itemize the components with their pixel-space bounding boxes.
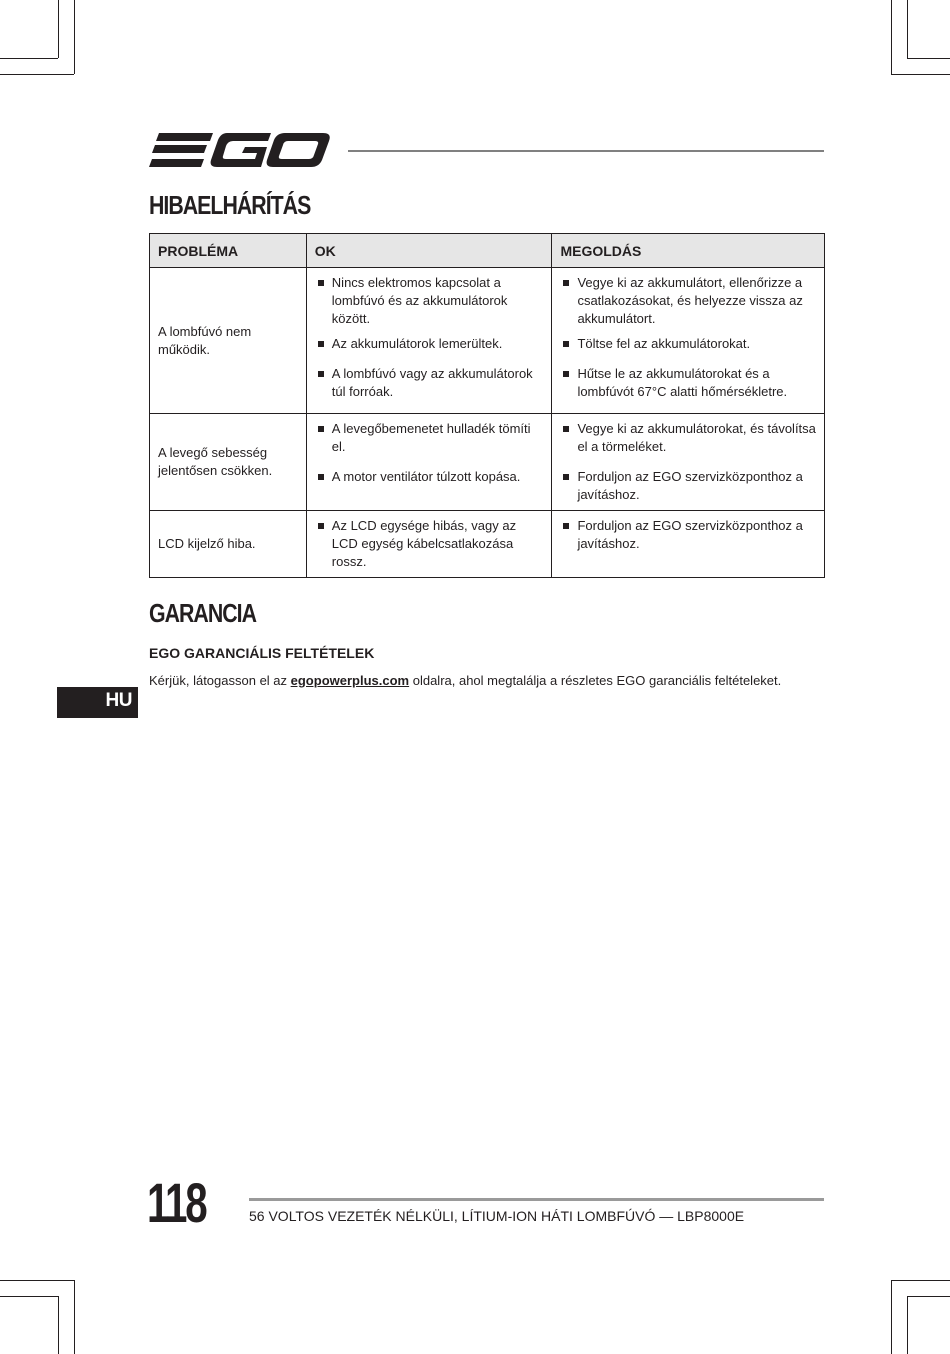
- crop-mark: [58, 0, 59, 58]
- header-solution: MEGOLDÁS: [552, 234, 825, 268]
- list-item: Az LCD egysége hibás, vagy az LCD egység kábelcsatlakozása rossz.: [315, 517, 544, 571]
- crop-mark: [891, 1280, 950, 1281]
- list-item: Az akkumulátorok lemerültek.: [315, 335, 544, 365]
- warranty-link[interactable]: egopowerplus.com: [290, 673, 410, 688]
- table-row: [150, 268, 825, 414]
- list-item: A lombfúvó vagy az akkumulátorok túl forróak.: [315, 365, 544, 401]
- list-item: Hűtse le az akkumulátorokat és a lombfúvót 67°C alatti hőmérsékletre.: [560, 365, 816, 401]
- crop-mark: [0, 1296, 58, 1297]
- crop-mark: [907, 1296, 908, 1354]
- cause-cell: [306, 414, 552, 511]
- crop-mark: [907, 0, 908, 58]
- troubleshooting-table: [149, 233, 825, 578]
- crop-mark: [907, 58, 950, 59]
- crop-mark: [0, 74, 74, 75]
- problem-cell: A levegő sebesség jelentősen csökken.: [150, 414, 307, 511]
- footer-product-title: 56 VOLTOS VEZETÉK NÉLKÜLI, LÍTIUM-ION HÁTI LOMBFÚVÓ — LBP8000E: [249, 1208, 745, 1224]
- crop-mark: [58, 1296, 59, 1354]
- crop-mark: [0, 1280, 74, 1281]
- troubleshooting-title: HIBAELHÁRÍTÁS: [149, 190, 311, 220]
- footer-rule: [249, 1198, 824, 1201]
- warranty-text-after: oldalra, ahol megtalálja a részletes EGO garanciális feltételeket.: [409, 673, 782, 688]
- problem-cell: A lombfúvó nem működik.: [150, 268, 307, 414]
- warranty-subtitle: EGO GARANCIÁLIS FELTÉTELEK: [149, 645, 375, 661]
- crop-mark: [74, 1280, 75, 1354]
- solution-cell: [552, 268, 825, 414]
- list-item: Töltse fel az akkumulátorokat.: [560, 335, 816, 365]
- list-item: Vegye ki az akkumulátort, ellenőrizze a csatlakozásokat, és helyezze vissza az akkumulátort.: [560, 274, 816, 335]
- language-tab: HU: [57, 687, 138, 718]
- warranty-paragraph: [149, 673, 781, 688]
- table-row: [150, 414, 825, 511]
- crop-mark: [891, 0, 892, 74]
- crop-mark: [891, 74, 950, 75]
- solution-cell: [552, 414, 825, 511]
- list-item: Nincs elektromos kapcsolat a lombfúvó és az akkumulátorok között.: [315, 274, 544, 335]
- crop-mark: [907, 1296, 950, 1297]
- cause-cell: [306, 511, 552, 578]
- list-item: Forduljon az EGO szervizközponthoz a javításhoz.: [560, 468, 816, 504]
- ego-logo: [149, 128, 331, 172]
- crop-mark: [891, 1280, 892, 1354]
- warranty-title: GARANCIA: [149, 598, 257, 628]
- table-header-row: [150, 234, 825, 268]
- crop-mark: [0, 58, 58, 59]
- cause-cell: [306, 268, 552, 414]
- header-problem: PROBLÉMA: [150, 234, 307, 268]
- table-row: [150, 511, 825, 578]
- list-item: Forduljon az EGO szervizközponthoz a javításhoz.: [560, 517, 816, 553]
- header-cause: OK: [306, 234, 552, 268]
- warranty-text-before: Kérjük, látogasson el az: [149, 673, 291, 688]
- list-item: A motor ventilátor túlzott kopása.: [315, 468, 544, 486]
- problem-cell: LCD kijelző hiba.: [150, 511, 307, 578]
- page-number: 118: [147, 1171, 206, 1234]
- header-rule: [348, 150, 824, 152]
- solution-cell: [552, 511, 825, 578]
- crop-mark: [74, 0, 75, 74]
- list-item: Vegye ki az akkumulátorokat, és távolítsa el a törmeléket.: [560, 420, 816, 468]
- list-item: A levegőbemenetet hulladék tömíti el.: [315, 420, 544, 468]
